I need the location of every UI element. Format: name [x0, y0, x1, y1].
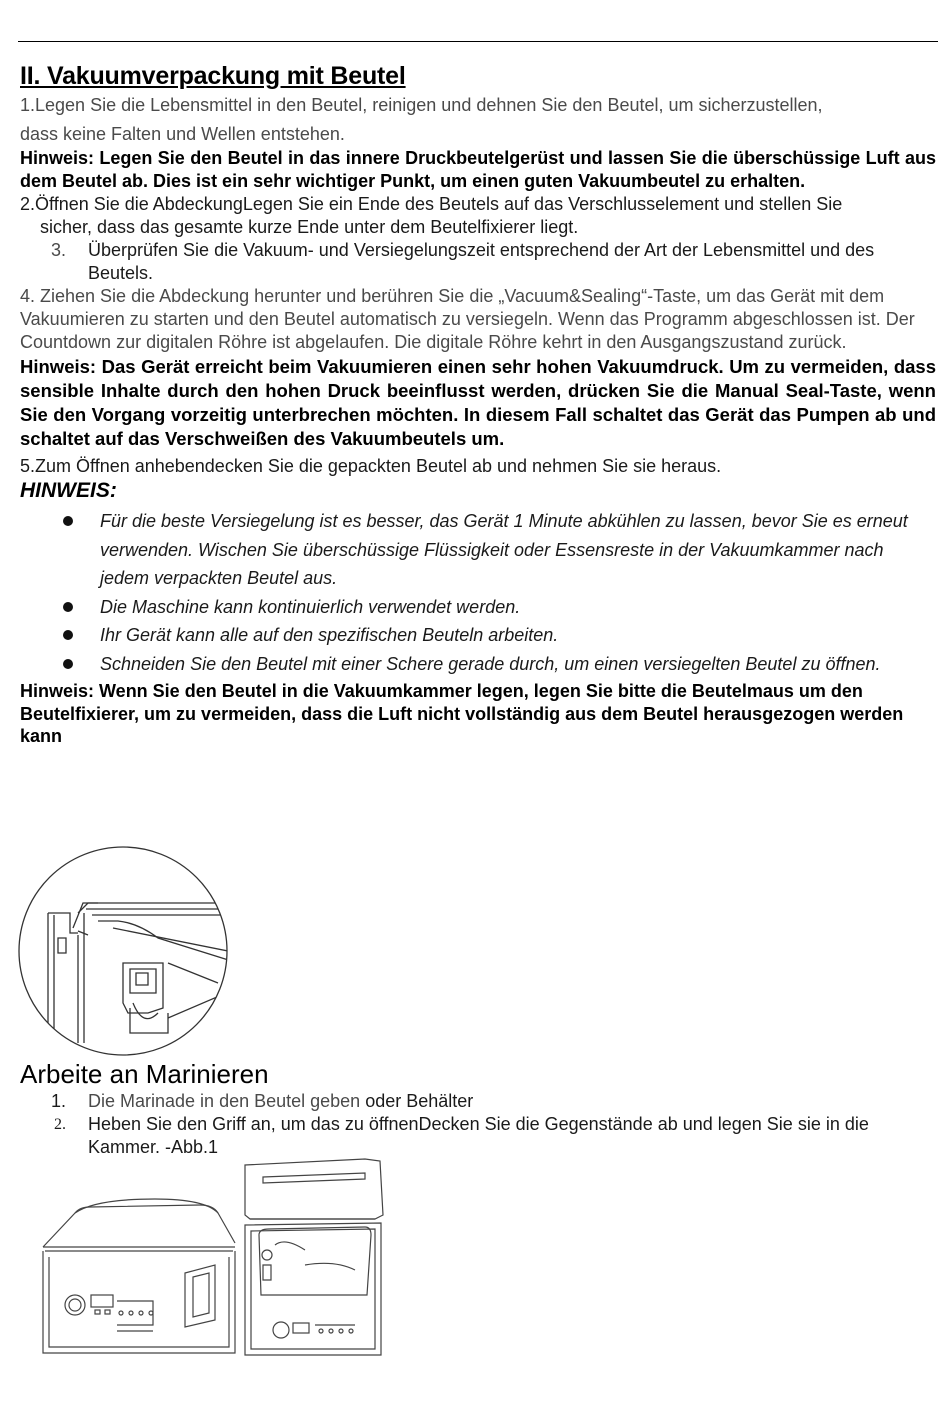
list-item: Für die beste Versiegelung ist es besser, das Gerät 1 Minute abkühlen zu lassen, bevor Sie es erneut verwenden. Wischen Sie überschüssige Flüssigkeit oder Essensreste in der Vakuumkammer nach jedem verpackten Beutel aus. — [20, 507, 936, 593]
vacuum-sealer-illustration — [35, 1155, 395, 1365]
hint-2: Hinweis: Das Gerät erreicht beim Vakuumieren einen sehr hohen Vakuumdruck. Um zu vermeiden, dass sensible Inhalte durch den hohen Druck beeinflusst werden, drücken Sie die Manual Seal-Taste, wenn Sie den Vorgang vorzeitig unterbrechen möchten. In diesem Fall schaltet das Gerät das Pumpen ab und schaltet auf das Verschweißen des Vakuumbeutels um. — [20, 356, 936, 449]
step-3 — [20, 239, 936, 285]
marinieren-step-2: 2. Heben Sie den Griff an, um das zu öffnenDecken Sie die Gegenstände ab und legen Sie sie in die Kammer. -Abb.1 — [54, 1114, 869, 1157]
marinieren-title: Arbeite an Marinieren — [20, 1059, 269, 1089]
step-4: 4. Ziehen Sie die Abdeckung herunter und berühren Sie die „Vacuum&Sealing“-Taste, um das Gerät mit dem Vakuumieren zu starten und den Beutel automatisch zu versiegeln. Wenn das Programm abgeschlossen ist. Der Countdown zur digitalen Röhre ist abgelaufen. Die digitale Röhre kehrt in den Ausgangszustand zurück. — [20, 286, 915, 352]
step-5: 5.Zum Öffnen anhebendecken Sie die gepackten Beutel ab und nehmen Sie sie heraus. — [20, 456, 722, 476]
step-3-text: Überprüfen Sie die Vakuum- und Versiegelungszeit entsprechend der Art der Lebensmittel und des Beutels. — [88, 240, 875, 283]
bag-fixer-detail-illustration — [18, 843, 358, 1063]
section-title: II. Vakuumverpackung mit Beutel — [20, 62, 406, 90]
list-item: Die Maschine kann kontinuierlich verwendet werden. — [20, 593, 936, 622]
bullet-icon — [20, 621, 100, 650]
step-2-line-2: sicher, dass das gesamte kurze Ende unter dem Beutelfixierer liegt. — [40, 217, 579, 237]
bullet-icon — [20, 593, 100, 622]
list-item: Schneiden Sie den Beutel mit einer Schere gerade durch, um einen versiegelten Beutel zu öffnen. — [20, 650, 936, 679]
hinweis-heading: HINWEIS: — [20, 479, 117, 502]
document-page — [20, 60, 936, 748]
hint-3: Hinweis: Wenn Sie den Beutel in die Vakuumkammer legen, legen Sie bitte die Beutelmaus um den Beutelfixierer, um zu vermeiden, dass die Luft nicht vollständig aus dem Beutel herausgezogen werden kann — [20, 681, 904, 746]
step-1-line-2: dass keine Falten und Wellen entstehen. — [20, 124, 345, 144]
header-rule — [18, 41, 938, 42]
marinieren-step-1: 1. Die Marinade in den Beutel geben oder Behälter — [50, 1091, 474, 1111]
marinieren-section — [20, 1058, 936, 1159]
step-2-line-1: 2.Öffnen Sie die AbdeckungLegen Sie ein Ende des Beutels auf das Verschlusselement und stellen Sie — [20, 194, 843, 214]
bullet-icon — [20, 650, 100, 679]
step-3-number: 3. — [50, 240, 66, 260]
list-item: Ihr Gerät kann alle auf den spezifischen Beuteln arbeiten. — [20, 621, 936, 650]
step-1-line-1: 1.Legen Sie die Lebensmittel in den Beutel, reinigen und dehnen Sie den Beutel, um sicherzustellen, — [20, 95, 823, 115]
bullet-icon — [20, 507, 100, 593]
hinweis-list — [20, 507, 936, 678]
hint-1: Hinweis: Legen Sie den Beutel in das innere Druckbeutelgerüst und lassen Sie die überschüssige Luft aus dem Beutel ab. Dies ist ein sehr wichtiger Punkt, um einen guten Vakuumbeutel zu erhalten. — [20, 148, 936, 191]
